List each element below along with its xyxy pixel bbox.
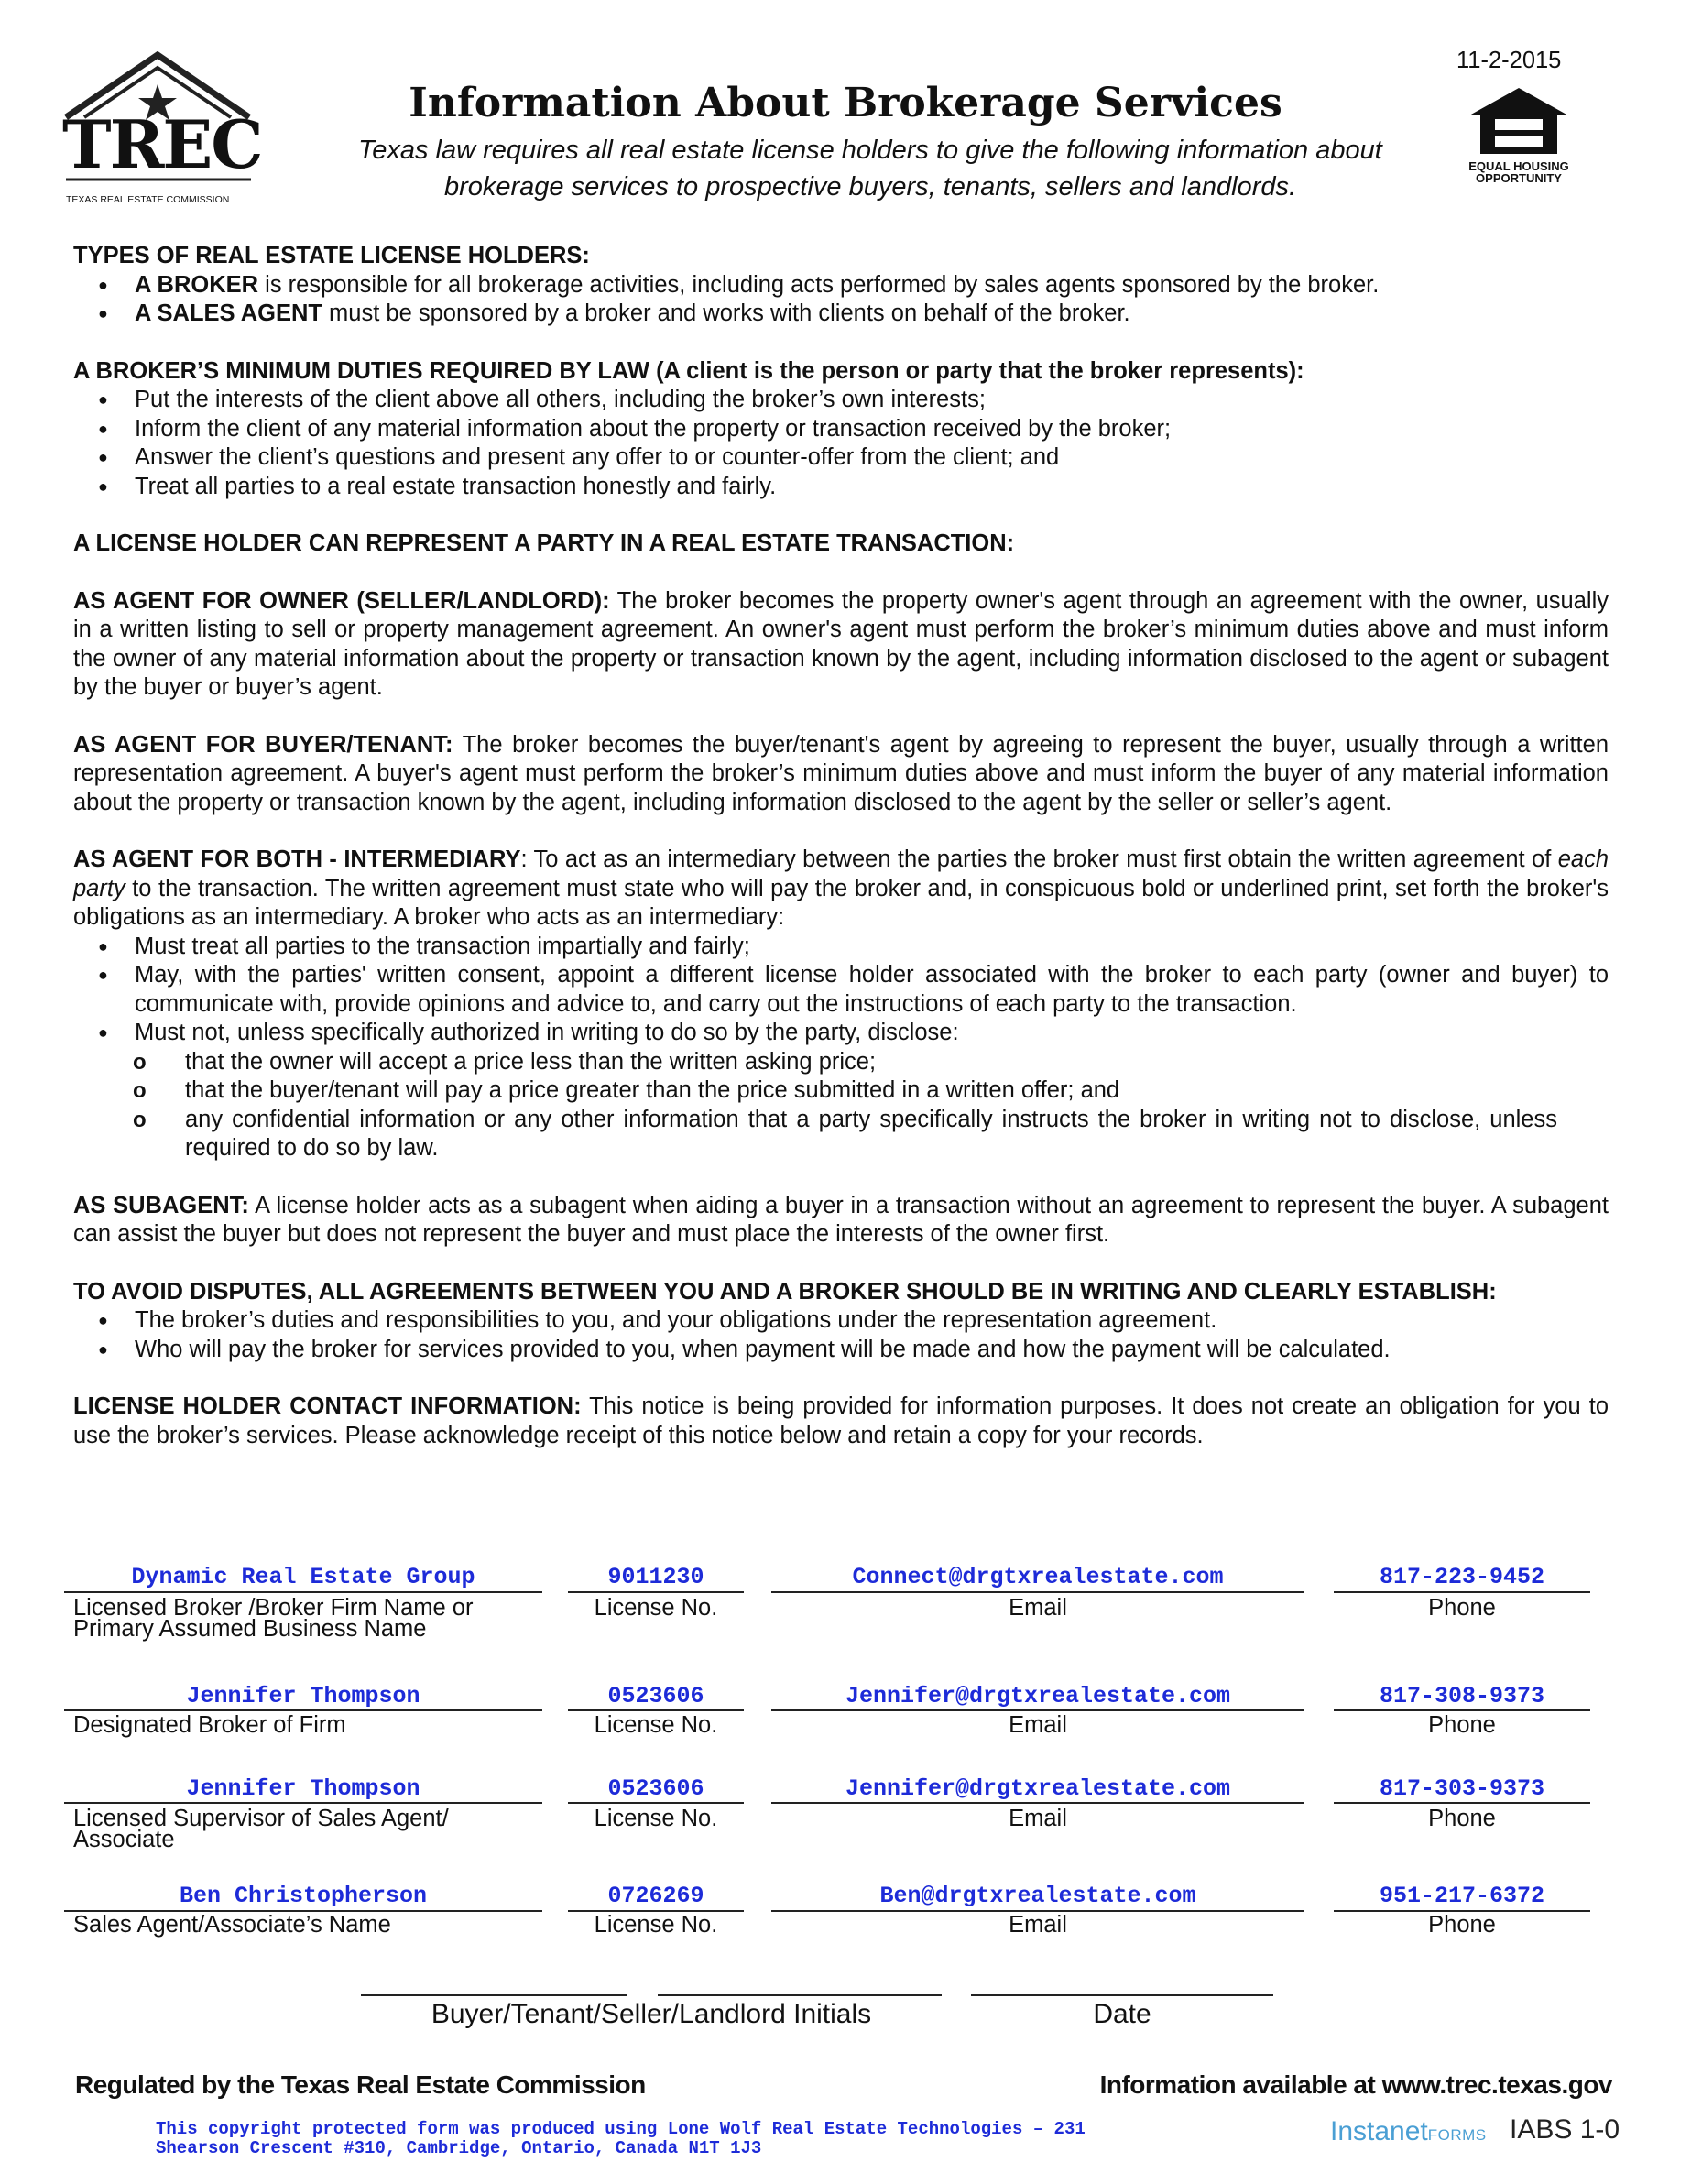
brand-forms: FORMS (1427, 2126, 1487, 2144)
intermediary-list (73, 933, 1609, 1048)
email-caption: Email (1009, 1912, 1067, 1938)
designated-broker-license-field[interactable]: 0523606 (607, 1683, 704, 1709)
owner-text: The broker becomes the property owner's agent through an agreement with the owner, usually in a written listing to sell or property management agreement. An owner's agent must perform the broker’s minimum duties above and must inform the owner of any material information about the property or transaction known by the agent, including information disclosed to the agent or subagent by the buyer or buyer’s agent. (73, 587, 1609, 700)
represent-heading: A LICENSE HOLDER CAN REPRESENT A PARTY IN A REAL ESTATE TRANSACTION: (73, 530, 1015, 556)
sub-list-item: o any confidential information or any other information that a party specifically instructs the broker in writing not to disclose, unless required to do so by law. (73, 1106, 1557, 1163)
designated-broker-caption: Designated Broker of Firm (73, 1712, 346, 1738)
brand-instanet: Instanet (1330, 2116, 1428, 2146)
designated-broker-name-field[interactable]: Jennifer Thompson (186, 1683, 420, 1709)
broker-license-field[interactable]: 9011230 (607, 1564, 704, 1590)
buyer-paragraph (73, 731, 1609, 818)
copyright-line-2: Shearson Crescent #310, Cambridge, Ontario, Canada N1T 1J3 (156, 2138, 762, 2158)
subagent-heading: AS SUBAGENT: (73, 1192, 249, 1218)
duties-heading: A BROKER’S MINIMUM DUTIES REQUIRED BY LAW (A client is the person or party that the broker represents): (73, 357, 1304, 384)
sales-agent-caption: Sales Agent/Associate’s Name (73, 1912, 391, 1938)
date-label: Date (1093, 1999, 1151, 2029)
phone-caption: Phone (1428, 1595, 1496, 1621)
intermediary-text-2: to the transaction. The written agreement must state who will pay the broker and, in conspicuous bold or underlined print, set forth the broker's obligations as an intermediary. A broker who acts as an intermediary: (73, 875, 1609, 930)
subagent-text: A license holder acts as a subagent when aiding a buyer in a transaction without an agreement to represent the buyer. A subagent can assist the buyer but does not represent the buyer and must place the interests of the owner first. (73, 1192, 1609, 1247)
phone-caption: Phone (1428, 1712, 1496, 1738)
disputes-heading: TO AVOID DISPUTES, ALL AGREEMENTS BETWEEN YOU AND A BROKER SHOULD BE IN WRITING AND CLEARLY ESTABLISH: (73, 1278, 1497, 1305)
phone-caption: Phone (1428, 1912, 1496, 1938)
divider (568, 1802, 744, 1804)
buyer-text: The broker becomes the buyer/tenant's agent by agreeing to represent the buyer, usually through a written representation agreement. A buyer's agent must perform the broker’s minimum duties above and must inform the buyer of any material information about the property or transaction known by the agent, including information disclosed to the agent by the seller or seller’s agent. (73, 731, 1609, 815)
copyright-line-1: This copyright protected form was produced using Lone Wolf Real Estate Technologies – 231 (156, 2119, 1086, 2139)
page-title: Information About Brokerage Services (409, 80, 1282, 126)
types-list (73, 271, 1609, 329)
list-item: ● Put the interests of the client above all others, including the broker’s own interests; (73, 386, 1609, 415)
contact-heading: LICENSE HOLDER CONTACT INFORMATION: (73, 1393, 582, 1419)
subtitle-line-1: Texas law requires all real estate license holders to give the following information about (358, 136, 1382, 165)
designated-broker-phone-field[interactable]: 817-308-9373 (1379, 1683, 1545, 1709)
broker-firm-name-field[interactable]: Dynamic Real Estate Group (131, 1564, 475, 1590)
subagent-paragraph (73, 1192, 1609, 1250)
divider (64, 1709, 542, 1711)
date-line[interactable] (971, 1994, 1273, 1996)
intermediary-text-1: : To act as an intermediary between the parties the broker must first obtain the written agreement of (520, 846, 1558, 872)
divider (64, 1591, 542, 1593)
sales-agent-phone-field[interactable]: 951-217-6372 (1379, 1883, 1545, 1909)
duties-list (73, 386, 1609, 501)
disputes-list (73, 1306, 1609, 1364)
intermediary-sublist (73, 1048, 1609, 1163)
item-text: is responsible for all brokerage activities, including acts performed by sales agents sponsored by the broker. (258, 271, 1380, 298)
license-caption: License No. (594, 1912, 718, 1938)
trec-logo-text: TREC (62, 105, 262, 183)
sales-agent-license-field[interactable]: 0726269 (607, 1883, 704, 1909)
broker-phone-field[interactable]: 817-223-9452 (1379, 1564, 1545, 1590)
trec-logo-subtitle: TEXAS REAL ESTATE COMMISSION (66, 194, 230, 205)
license-caption: License No. (594, 1806, 718, 1831)
intermediary-italic: each party (73, 846, 1609, 901)
copyright-notice (156, 2120, 1086, 2158)
license-caption: License No. (594, 1595, 718, 1621)
trec-logo (59, 51, 260, 209)
list-item (73, 271, 1609, 300)
sub-list-item: o that the owner will accept a price less than the written asking price; (73, 1048, 1557, 1077)
initials-label: Buyer/Tenant/Seller/Landlord Initials (431, 1999, 872, 2029)
owner-heading: AS AGENT FOR OWNER (SELLER/LANDLORD): (73, 587, 610, 614)
broker-email-field[interactable]: Connect@drgtxrealestate.com (852, 1564, 1224, 1590)
intermediary-heading: AS AGENT FOR BOTH - INTERMEDIARY (73, 846, 521, 872)
list-item: ● Must treat all parties to the transaction impartially and fairly; (73, 933, 1609, 962)
supervisor-license-field[interactable]: 0523606 (607, 1775, 704, 1802)
page-subtitle (275, 132, 1466, 205)
supervisor-name-field[interactable]: Jennifer Thompson (186, 1775, 420, 1802)
email-caption: Email (1009, 1806, 1067, 1831)
license-caption: License No. (594, 1712, 718, 1738)
phone-caption: Phone (1428, 1806, 1496, 1831)
instanet-forms-logo (1330, 2116, 1487, 2147)
buyer-heading: AS AGENT FOR BUYER/TENANT: (73, 731, 453, 758)
info-available: Information available at www.trec.texas.gov (1099, 2070, 1612, 2099)
sales-agent-name-field[interactable]: Ben Christopherson (179, 1883, 428, 1909)
sales-agent-email-field[interactable]: Ben@drgtxrealestate.com (879, 1883, 1196, 1909)
divider (771, 1802, 1304, 1804)
divider (568, 1591, 744, 1593)
list-item: ● May, with the parties' written consent, appoint a different license holder associated with the broker to each party (owner and buyer) to communicate with, provide opinions and advice to, and carry out the instructions of each party to the transaction. (73, 961, 1609, 1019)
list-item (73, 300, 1609, 329)
body-content (73, 242, 1609, 1450)
divider (1334, 1709, 1590, 1711)
contact-paragraph (73, 1392, 1609, 1450)
divider (771, 1591, 1304, 1593)
divider (1334, 1802, 1590, 1804)
divider (568, 1709, 744, 1711)
divider (771, 1709, 1304, 1711)
list-item: ● Inform the client of any material information about the property or transaction received by the broker; (73, 415, 1609, 444)
equal-housing-icon (1464, 86, 1574, 156)
initials-line-1[interactable] (361, 1994, 627, 1996)
list-item: ● Who will pay the broker for services provided to you, when payment will be made and how the payment will be calculated. (73, 1336, 1609, 1365)
list-item: ● Answer the client’s questions and present any offer to or counter-offer from the client; and (73, 443, 1609, 473)
item-bold: A SALES AGENT (135, 300, 322, 326)
list-item: ● Must not, unless specifically authorized in writing to do so by the party, disclose: (73, 1019, 1609, 1048)
eho-line-1: EQUAL HOUSING (1468, 159, 1569, 173)
email-caption: Email (1009, 1712, 1067, 1738)
supervisor-caption: Licensed Supervisor of Sales Agent/ Associate (73, 1806, 449, 1852)
designated-broker-email-field[interactable]: Jennifer@drgtxrealestate.com (845, 1683, 1231, 1709)
form-id: IABS 1-0 (1510, 2114, 1620, 2145)
list-item: ● Treat all parties to a real estate transaction honestly and fairly. (73, 473, 1609, 502)
supervisor-email-field[interactable]: Jennifer@drgtxrealestate.com (845, 1775, 1231, 1802)
divider (64, 1802, 542, 1804)
broker-firm-name-caption: Licensed Broker /Broker Firm Name or Primary Assumed Business Name (73, 1595, 474, 1642)
equal-housing-logo (1464, 86, 1574, 187)
email-caption: Email (1009, 1595, 1067, 1621)
supervisor-phone-field[interactable]: 817-303-9373 (1379, 1775, 1545, 1802)
initials-line-2[interactable] (658, 1994, 942, 1996)
form-date: 11-2-2015 (1456, 48, 1562, 73)
intermediary-paragraph (73, 846, 1609, 933)
sub-list-item: o that the buyer/tenant will pay a price greater than the price submitted in a written offer; and (73, 1076, 1557, 1106)
regulated-by: Regulated by the Texas Real Estate Commission (75, 2070, 646, 2099)
subtitle-line-2: brokerage services to prospective buyers, tenants, sellers and landlords. (443, 172, 1297, 202)
item-text: must be sponsored by a broker and works with clients on behalf of the broker. (322, 300, 1130, 326)
types-heading: TYPES OF REAL ESTATE LICENSE HOLDERS: (73, 243, 590, 268)
owner-paragraph (73, 587, 1609, 703)
contact-text: This notice is being provided for information purposes. It does not create an obligation for you to use the broker’s services. Please acknowledge receipt of this notice below and retain a copy for your records. (73, 1393, 1609, 1448)
eho-line-2: OPPORTUNITY (1476, 171, 1562, 185)
item-bold: A BROKER (135, 271, 259, 298)
list-item: ● The broker’s duties and responsibilities to you, and your obligations under the representation agreement. (73, 1306, 1609, 1336)
divider (1334, 1591, 1590, 1593)
